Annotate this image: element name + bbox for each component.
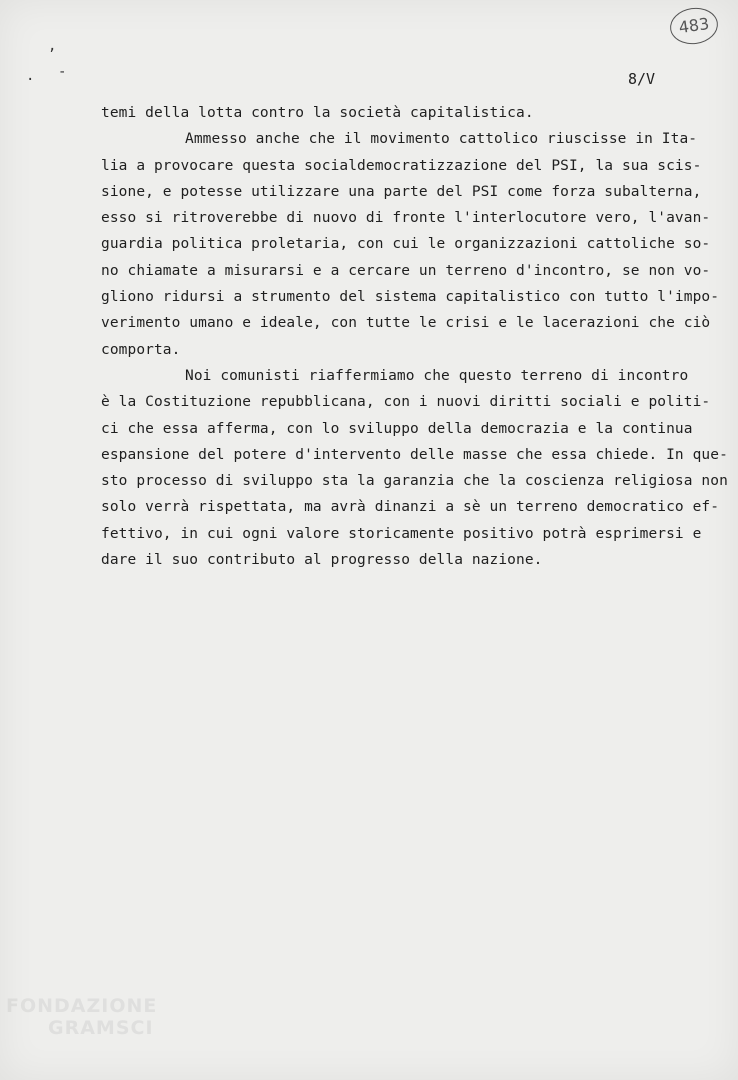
typewritten-body xyxy=(101,100,738,573)
watermark-line-1: FONDAZIONE xyxy=(6,995,158,1017)
text-line: Noi comunisti riaffermiamo che questo terreno di incontro xyxy=(185,367,689,384)
text-line: comporta. xyxy=(101,341,181,358)
text-line: sto processo di sviluppo sta la garanzia che la coscienza religiosa non xyxy=(101,473,728,490)
paragraph xyxy=(101,363,738,573)
text-line: no chiamate a misurarsi e a cercare un terreno d'incontro, se non vo- xyxy=(101,262,711,279)
text-line: dare il suo contributo al progresso della nazione. xyxy=(101,552,543,569)
text-line: verimento umano e ideale, con tutte le crisi e le lacerazioni che ciò xyxy=(101,315,711,332)
text-line: esso si ritroverebbe di nuovo di fronte l'interlocutore vero, l'avan- xyxy=(101,210,711,227)
document-page: , . - 483 8/V temi della lotta contro la società capitalistica. Ammesso anche che il movimento cattolico riuscisse in Ita- lia a provocare questa socialdemocratizzazione del PSI, la sua scis- sione, e potesse utilizzare una parte del PSI come forza subalterna, esso si ritroverebbe di nuovo di fronte l'interlocutore vero, l'avan- guardia politica proletaria, con cui le organizzazioni cattoliche so- no chiamate a misurarsi e a cercare un terreno d'incontro, se non vo- gliono ridursi a strumento del sistema capitalistico con tutto l'impo- verimento umano e ideale, con tutte le crisi e le lacerazioni che ciò comporta. Noi comunisti riaffermiamo che questo terreno di incontro è la Costituzione repubblicana, con i nuovi diritti sociali e politi- ci che essa afferma, con lo sviluppo della democrazia e la continua espansione del potere d'intervento delle masse che essa chiede. In que- sto processo di sviluppo sta la garanzia che la coscienza religiosa non solo verrà rispettata, ma avrà dinanzi a sè un terreno democratico ef- fettivo, in cui ogni valore storicamente positivo potrà esprimersi e dare il suo contributo al progresso della nazione. FONDAZIONE GRAMSCI xyxy=(0,0,738,1080)
text-line: espansione del potere d'intervento delle masse che essa chiede. In que- xyxy=(101,446,728,463)
text-line: guardia politica proletaria, con cui le organizzazioni cattoliche so- xyxy=(101,236,711,253)
text-line: è la Costituzione repubblicana, con i nuovi diritti sociali e politi- xyxy=(101,394,711,411)
page-reference: 8/V xyxy=(628,70,656,88)
text-line: temi della lotta contro la società capitalistica. xyxy=(101,105,534,121)
text-line: Ammesso anche che il movimento cattolico riuscisse in Ita- xyxy=(185,131,698,148)
text-line: sione, e potesse utilizzare una parte del PSI come forza subalterna, xyxy=(101,183,702,200)
fondazione-gramsci-watermark xyxy=(6,995,176,1039)
archive-number-stamp: 483 xyxy=(668,5,721,47)
text-line: gliono ridursi a strumento del sistema capitalistico con tutto l'impo- xyxy=(101,289,720,306)
watermark-line-2: GRAMSCI xyxy=(48,1017,154,1039)
text-line: ci che essa afferma, con lo sviluppo della democrazia e la continua xyxy=(101,420,693,437)
text-line: fettivo, in cui ogni valore storicamente positivo potrà esprimersi e xyxy=(101,525,702,542)
text-line: lia a provocare questa socialdemocratizzazione del PSI, la sua scis- xyxy=(101,157,702,174)
text-line: solo verrà rispettata, ma avrà dinanzi a sè un terreno democratico ef- xyxy=(101,499,720,516)
paragraph xyxy=(101,126,738,363)
paragraph xyxy=(101,100,738,126)
